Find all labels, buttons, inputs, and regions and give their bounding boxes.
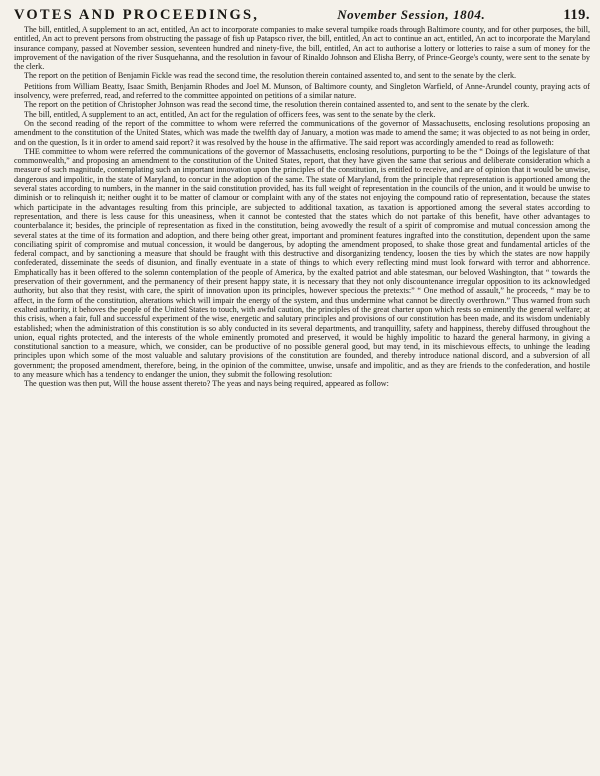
- bills-sent-paragraph: The bill, entitled, A supplement to an act, entitled, An act to incorporate companies to make several turnpike roads through Baltimore county, and for other purposes, the bill, entitled, An act to prevent persons from obstructing the passage of fish up Patapsco river, the bill, entitled, An act to continue an act, entitled, An act to incorporate the Maryland insurance company, passed at November session, seventeen hundred and ninety-five, the bill, entitled, An act to authorise a lottery or lotteries to raise a sum of money for the improvement of the navigation of the river Susquehanna, and the resolution in favour of Rinaldo Johnson and Elisha Berry, of Prince-George's county, were sent to the senate by the clerk.: [14, 25, 590, 72]
- committee-report-paragraph: THE committee to whom were referred the communications of the governor of Massachusetts, enclosing resolutions, purporting to be the “ Doings of the legislature of that commonwealth,” and proposing an amendment to the constitution of the United States, report, that they have given the same that serious and deliberate consideration which a measure of such magnitude, contemplating such an important innovation upon the principles of the constitution, is entitled to receive, and are of opinion that it would be unwise, dangerous and impolitic, in the state of Maryland, to concur in the adoption of the same. The state of Maryland, from the principle that representation is apportioned among the several states according to numbers, in the manner in the said constitution provided, has its full weight of representation in the councils of the union, and it would be unwise to diminish or to relinquish it; neither ought it to be matter of clamour or complaint with any of the states not enjoying the compound ratio of representation, because the states which participate in the advantages resulting from this principle, are subjected to additional taxation, as taxation is apportioned among the several states according to representation, and there is less cause for this uneasiness, when it cannot be contested that the states which do not partake of this benefit, have other advantages to counterbalance it; besides, the principle of representation as fixed in the constitution, being avowedly the result of a spirit of compromise and mutual concession among the several states at the time of its formation and adoption, and there being other great, important and prominent features ingrafted into the constitution, dependent upon the same conciliating spirit of compromise and mutual concession, it would be dangerous, by adopting the amendment proposed, to shake those great and fundamental articles of the federal compact, and by sanctioning a measure that should be fraught with this destructive and disorganizing tendency, loosen the ties by which the states are now happily confederated, disseminate the seeds of disunion, and finally eventuate in a state of things to which every reflecting mind must look forward with terror and abhorrence. Emphatically has it been offered to the solemn contemplation of the people of America, by the exalted patriot and able statesman, our beloved Washington, that “ towards the preservation of their government, and the permanency of their present happy state, it is necessary that they not only discountenance irregular opposition to its acknowledged authority, but also that they resist, with care, the spirit of innovation upon its principles, however specious the pretexts:” “ One method of assault,” he proceeds, “ may be to affect, in the form of the constitution, alterations which will impair the energy of the system, and thus undermine what cannot be directly overthrown.” Thus warned from such exalted authority, it behoves the people of the United States to touch, with awful caution, the principles of the great charter upon which rests so eminently the general welfare; at this crisis, when a fair, full and successful experiment of the wise, energetic and salutary principles and provisions of our constitution has been made, and its wisdom undeniably established; when the administration of this constitution is so ably conducted in its several departments, and tranquillity, safety and happiness, thereby diffused throughout the union, equal rights protected, and the interests of the whole eminently promoted and preserved, it would be highly impolitic to hazard the general harmony, in giving a constitutional sanction to a measure, which, we consider, can be productive of no possible general good, but may tend, in its mischievous effects, to unhinge the leading principles upon which some of the most valuable and salutary provisions of the constitution are founded, and thereby introduce national discord, and a subversion of all government; the proposed amendment, therefore, being, in the opinion of the committee, unwise, unsafe and impolitic, and as they are friends to the confederation, and hostile to any measure which has a tendency to endanger the union, they submit the following resolution:: [14, 146, 590, 379]
- journal-body: [14, 25, 590, 389]
- question-paragraph: The question was then put, Will the house assent thereto? The yeas and nays being required, appeared as follow:: [24, 379, 389, 389]
- session-label: November Session, 1804.: [337, 7, 486, 22]
- page-number: 119.: [563, 7, 590, 23]
- running-head: [14, 6, 590, 24]
- officers-fees-paragraph: The bill, entitled, A supplement to an act, entitled, An act for the regulation of officers fees, was sent to the senate by the clerk.: [24, 109, 436, 119]
- insolvency-petitions-paragraph: Petitions from William Beatty, Isaac Smith, Benjamin Rhodes and Joel M. Munson, of Baltimore county, and Singleton Warfield, of Anne-Arundel county, praying acts of insolvency, were preferred, read, and referred to the committee appointed on petitions of a similar nature.: [14, 81, 590, 101]
- fickle-petition-paragraph: The report on the petition of Benjamin Fickle was read the second time, the resolution therein contained assented to, and sent to the senate by the clerk.: [24, 71, 517, 81]
- journal-title: VOTES AND PROCEEDINGS,: [14, 7, 260, 23]
- johnson-petition-paragraph: The report on the petition of Christopher Johnson was read the second time, the resolution therein contained assented to, and sent to the senate by the clerk.: [24, 100, 530, 110]
- second-reading-paragraph: On the second reading of the report of the committee to whom were referred the communications of the governor of Massachusetts, enclosing resolutions proposing an amendment to the constitution of the United States, which was made the twelfth day of January, a motion was made to amend the same; it was objected to as not being in order, and on the question, Is it in order to amend said report? it was resolved by the house in the affirmative. The said report was accordingly amended to read as followeth:: [14, 118, 590, 147]
